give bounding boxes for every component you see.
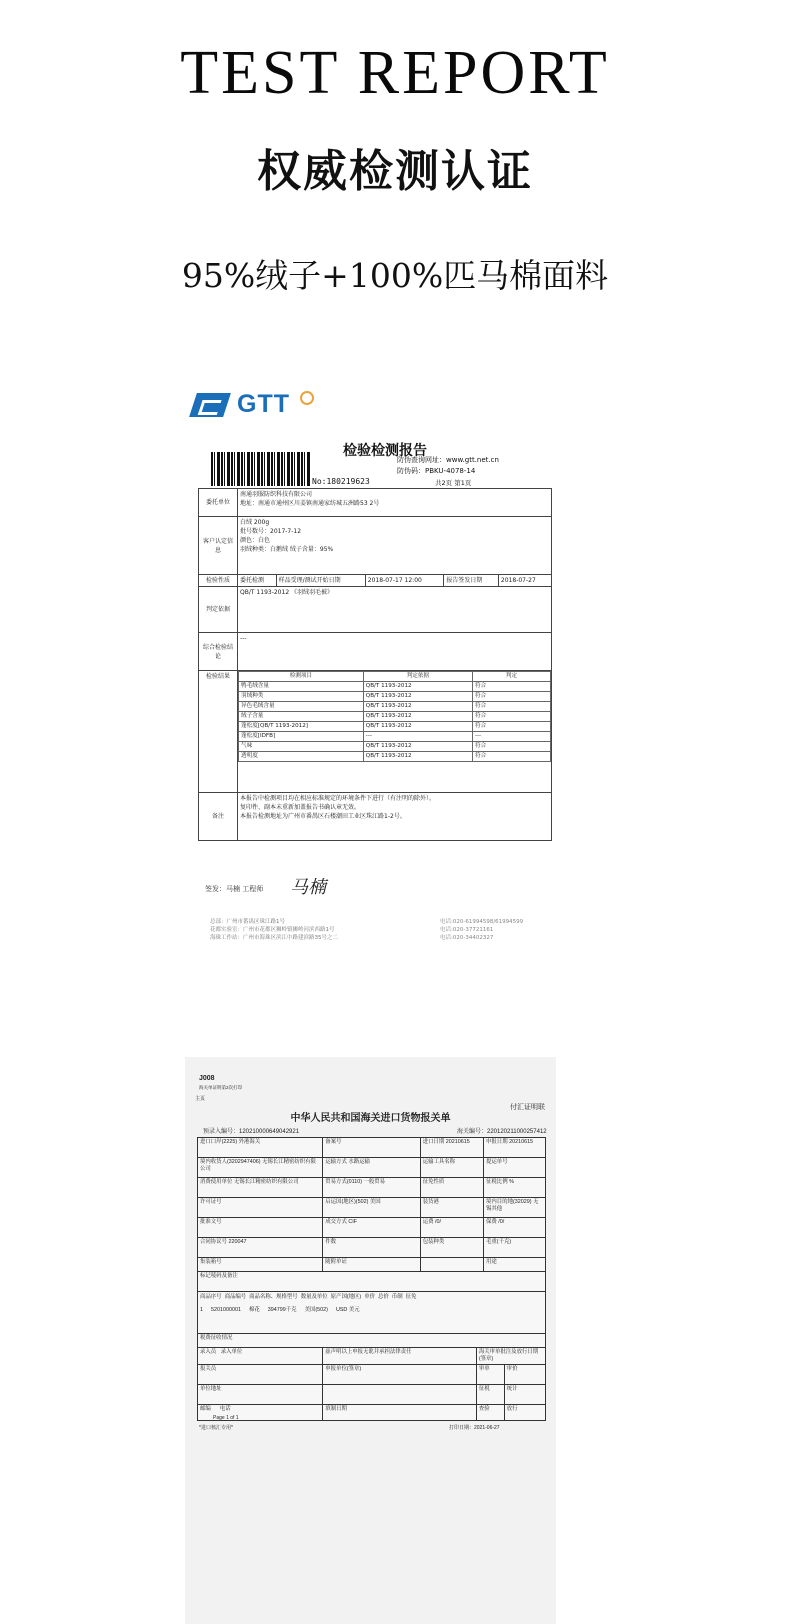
result-basis: QB/T 1193-2012: [363, 692, 472, 702]
conclusion-label: 综合检验结论: [199, 633, 238, 671]
basis-value: QB/T 1193-2012 《羽绒羽毛被》: [238, 587, 552, 633]
result-item: 异色毛绒含量: [239, 702, 364, 712]
result-basis: QB/T 1193-2012: [363, 722, 472, 732]
goods-cell: [198, 1292, 546, 1334]
decl-cell: 贸易方式(0110) 一般贸易: [323, 1178, 420, 1198]
remark-line: 复印件、副本未重新加盖报告书确认章无效。: [240, 804, 361, 811]
decl-cell: 备案号: [323, 1138, 420, 1158]
price-review: 审价: [504, 1365, 545, 1385]
footer-addresses: [210, 918, 338, 942]
result-basis: QB/T 1193-2012: [363, 752, 472, 762]
decl-cell: 成交方式 CIF: [323, 1218, 420, 1238]
gtt-logo-icon: [193, 390, 323, 422]
result-item: 鸭毛绒含量: [239, 682, 364, 692]
antifake-code: 防伪码：PBKU-4078-14: [397, 467, 476, 475]
customs-declaration: [185, 1057, 556, 1624]
footer-phone: 电话:020-37721161: [440, 927, 494, 933]
table-row: [198, 1334, 546, 1348]
goods-header-col: 数量及单位: [300, 1294, 328, 1300]
fabric-composition: 95%绒子+100%匹马棉面料: [181, 256, 609, 295]
goods-col: USD 美元: [335, 1307, 360, 1313]
results-cell: [238, 671, 552, 793]
goods-header-col: 商品序号: [200, 1294, 222, 1300]
decl-cell: 申报日期 20210615: [484, 1138, 546, 1158]
form-code: J008: [199, 1075, 215, 1082]
antifake-info: [397, 455, 499, 477]
table-row: [198, 1238, 546, 1258]
decl-cell: 启运国(地区)(502) 美国: [323, 1198, 420, 1218]
goods-header-col: 征免: [405, 1294, 417, 1300]
decl-cell: 装货港: [420, 1198, 483, 1218]
result-verdict: 符合: [472, 742, 550, 752]
result-verdict: 符合: [472, 692, 550, 702]
result-item: 透明度: [239, 752, 364, 762]
tax-label: 税费征收情况: [198, 1334, 546, 1348]
decl-cell: 征免性质: [420, 1178, 483, 1198]
footer-phones: [440, 918, 523, 942]
result-basis: QB/T 1193-2012: [363, 742, 472, 752]
goods-header-col: 商品名称、规格型号: [249, 1294, 298, 1300]
report-table: [198, 488, 552, 841]
decl-cell: 进口日期 20210615: [420, 1138, 483, 1158]
handwritten-signature: 马楠: [290, 877, 326, 898]
goods-col: 5201000001: [211, 1307, 241, 1313]
customer-line: 颜色：白色: [240, 537, 271, 544]
goods-row: [198, 1303, 545, 1318]
results-header: 判定: [472, 672, 550, 682]
remark-line: 本报告检测地址为广州市番禺区石楼潮田工业区珠江路1-2号。: [240, 813, 406, 820]
goods-header-col: 原产国(地区): [330, 1294, 362, 1300]
decl-cell: [420, 1258, 483, 1272]
declaration-title: 中华人民共和国海关进口货物报关单: [290, 1113, 451, 1124]
table-row: [198, 1385, 546, 1405]
table-row: [239, 692, 551, 702]
tax-collect: 征税: [476, 1385, 504, 1405]
logo-text: GTT: [237, 390, 290, 418]
decl-cell: 征税比例 %: [484, 1178, 546, 1198]
table-row: [239, 682, 551, 692]
decl-cell: 批准文号: [198, 1218, 323, 1238]
issued-value: 2018-07-27: [498, 575, 551, 587]
barcode-icon: [211, 452, 311, 486]
result-item: 羽绒种类: [239, 692, 364, 702]
page-info: 共2页 第1页: [435, 479, 472, 487]
results-label: 检验结果: [199, 671, 238, 793]
review: 审单: [476, 1365, 504, 1385]
customer-line: 羽绒种类：白鹅绒 绒子含量：95%: [240, 546, 334, 553]
footer-address: 总部：广州市番禺区珠江路1号: [210, 919, 286, 925]
nature-label: 检验性质: [199, 575, 238, 587]
decl-cell: 包装种类: [420, 1238, 483, 1258]
table-row: [239, 732, 551, 742]
declare-text: 兹声明以上申报无讹并承担法律责任: [323, 1348, 477, 1365]
result-verdict: 符合: [472, 702, 550, 712]
postcode: 邮编: [200, 1406, 211, 1412]
decl-cell: 运费 /0/: [420, 1218, 483, 1238]
client-address: 地址：南通市通州区川姜镇南通家纺城五洲路53 2号: [240, 500, 380, 507]
table-row: [239, 722, 551, 732]
remarks: [238, 793, 552, 841]
decl-cell: 毛重(千克): [484, 1238, 546, 1258]
goods-col: 棉花: [248, 1307, 260, 1313]
decl-cell: 件数: [323, 1238, 420, 1258]
table-row: [198, 1272, 546, 1292]
unit-sign: 申报单位(签章): [323, 1365, 477, 1385]
marks-label: 标记唛码及备注: [198, 1272, 546, 1292]
declaration-table: [197, 1137, 546, 1421]
goods-col: 1: [200, 1307, 203, 1313]
fill-date: 填制日期: [323, 1405, 477, 1421]
home-note: 主页: [195, 1096, 206, 1102]
footer-phone: 电话:020-34402327: [440, 935, 494, 941]
result-item: 绒子含量: [239, 712, 364, 722]
result-basis: QB/T 1193-2012: [363, 712, 472, 722]
decl-cell: 进口口岸(2225) 外港海关: [198, 1138, 323, 1158]
results-header: 检测项目: [239, 672, 364, 682]
footer-phone: 电话:020-61994598/61994599: [440, 919, 524, 925]
decl-cell: 运输方式 水路运输: [323, 1158, 420, 1178]
result-verdict: 符合: [472, 752, 550, 762]
table-row: [198, 1258, 546, 1272]
received-value: 2018-07-17 12:00: [365, 575, 444, 587]
decl-cell: 集装箱号: [198, 1258, 323, 1272]
result-item: 蓬松度[QB/T 1193-2012]: [239, 722, 364, 732]
result-basis: ---: [363, 732, 472, 742]
results-table: [238, 671, 551, 762]
conclusion-value: ---: [238, 633, 552, 671]
goods-header-col: 币制: [391, 1294, 403, 1300]
goods-header-col: 商品编号: [224, 1294, 247, 1300]
statistics: 统计: [504, 1385, 545, 1405]
decl-cell: 随附单证: [323, 1258, 420, 1272]
goods-header-col: 单价: [364, 1294, 375, 1300]
decl-cell: 提运单号: [484, 1158, 546, 1178]
result-verdict: 符合: [472, 682, 550, 692]
print-note: 海关单证明第2次打印: [199, 1085, 243, 1090]
decl-cell: 境内目的地(32029) 无锡其他: [484, 1198, 546, 1218]
table-row: [198, 1348, 546, 1365]
customer-label: 客户认定信息: [199, 517, 238, 575]
footer-address: 花都实验室：广州市花都区狮岭镇狮岭河滨西路1号: [210, 927, 335, 933]
remark-line: 本报告中检测项目均在相应标准规定的环境条件下进行（有注明的除外）。: [240, 795, 436, 802]
table-row: [198, 1198, 546, 1218]
table-row: [239, 742, 551, 752]
page-title: TEST REPORT: [180, 39, 610, 107]
table-row: [198, 1218, 546, 1238]
remarks-label: 备注: [199, 793, 238, 841]
result-item: 气味: [239, 742, 364, 752]
table-row: [239, 712, 551, 722]
customer-line: 白绒 200g: [240, 519, 270, 526]
client-label: 委托单位: [199, 489, 238, 517]
antifake-site: 防伪查询网址：www.gtt.net.cn: [397, 456, 499, 464]
phone: 电话: [219, 1406, 231, 1412]
customs-number: 海关编号：220120211000257412: [457, 1129, 547, 1135]
result-verdict: ---: [472, 732, 550, 742]
goods-col: 394799千克: [267, 1307, 297, 1313]
unit-address: 单位地址: [198, 1385, 323, 1405]
table-row: [198, 1138, 546, 1158]
issued-label: 报告签发日期: [444, 575, 499, 587]
page-subtitle-cn: 权威检测认证: [257, 146, 533, 197]
nature-value: 委托检测: [238, 575, 277, 587]
entry-unit: 录入单位: [220, 1349, 243, 1355]
inspect: 查验: [476, 1405, 504, 1421]
report-title: 检验检测报告: [343, 443, 427, 459]
footer-address: 海珠工作站：广州市海珠区滨江中路建滨路35号之二: [210, 935, 339, 941]
table-row: [239, 752, 551, 762]
result-verdict: 符合: [472, 722, 550, 732]
goods-header: [198, 1292, 545, 1303]
decl-cell: 用途: [484, 1258, 546, 1272]
table-row: [198, 1405, 546, 1421]
decl-cell: 运输工具名称: [420, 1158, 483, 1178]
decl-cell: [198, 1348, 323, 1365]
table-row: [198, 1292, 546, 1334]
received-label: 样品受理/测试开始日期: [276, 575, 365, 587]
result-basis: QB/T 1193-2012: [363, 702, 472, 712]
result-item: 蓬松度[IDFB]: [239, 732, 364, 742]
table-row: [198, 1365, 546, 1385]
audit-label: 海关审单批注及放行日期(签章): [476, 1348, 545, 1365]
customer-info: [238, 517, 552, 575]
decl-cell: 消费使用单位 无锡长江精密纺织有限公司: [198, 1178, 323, 1198]
report-number: No:180219623: [312, 477, 370, 486]
results-header: 判定依据: [363, 672, 472, 682]
decl-cell: 合同协议号 220047: [198, 1238, 323, 1258]
pre-entry-number: 预录入编号：120210000649042921: [203, 1129, 300, 1135]
page-count: Page 1 of 1: [213, 1415, 239, 1421]
result-basis: QB/T 1193-2012: [363, 682, 472, 692]
use-note: *进口核汇专用*: [199, 1425, 233, 1431]
reporter: 报关员: [198, 1365, 323, 1385]
decl-cell: 境内收货人(3202947406) 无锡长江精密纺织有限公司: [198, 1158, 323, 1178]
result-verdict: 符合: [472, 712, 550, 722]
payment-badge: 付汇证明联: [510, 1104, 545, 1111]
print-date: 打印日期：2021-06-27: [449, 1425, 500, 1431]
issuer-line: 签发：马楠 工程师: [205, 885, 264, 893]
release: 放行: [504, 1405, 545, 1421]
table-row: [239, 702, 551, 712]
basis-label: 判定依据: [199, 587, 238, 633]
decl-cell: 许可证号: [198, 1198, 323, 1218]
table-row: [198, 1158, 546, 1178]
customer-line: 批号数号：2017-7-12: [240, 528, 302, 535]
table-row: [198, 1178, 546, 1198]
entry-clerk: 录入员: [200, 1349, 217, 1355]
decl-cell: 保费 /0/: [484, 1218, 546, 1238]
goods-header-col: 总价: [378, 1294, 389, 1300]
goods-col: 美国(502): [304, 1307, 328, 1313]
client-info: [238, 489, 552, 517]
client-name: 南通羽服防织科技有限公司: [240, 491, 313, 498]
